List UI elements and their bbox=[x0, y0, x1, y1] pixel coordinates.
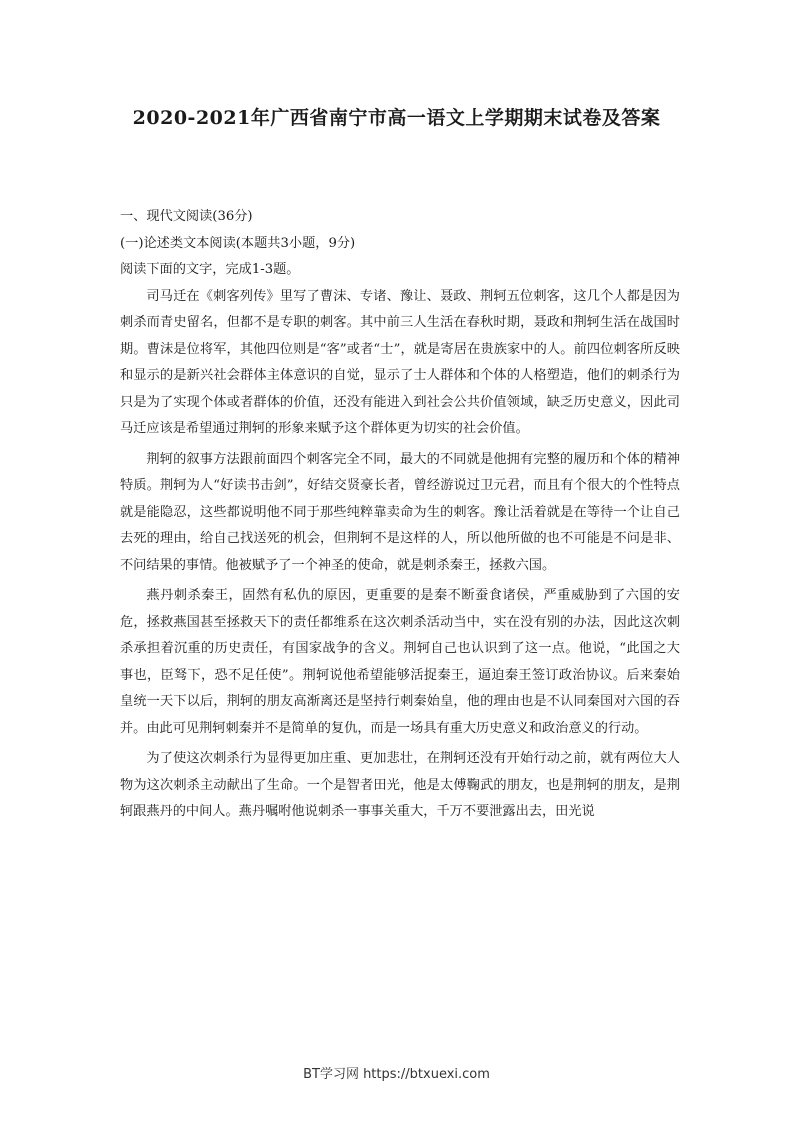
subsection-heading: (一)论述类文本阅读(本题共3小题，9分) bbox=[120, 235, 356, 251]
page-title: 2020-2021年广西省南宁市高一语文上学期期末试卷及答案 bbox=[132, 107, 661, 129]
paragraph-4: 为了使这次刺杀行为显得更加庄重、更加悲壮，在荆轲还没有开始行动之前，就有两位大人物为这次刺杀主动献出了生命。一个是智者田光，他是太傅鞠武的朋友，也是荆轲的朋友，是荆轲跟燕丹的中间人。燕丹嘱咐他说刺杀一事事关重大，千万不要泄露出去，田光说 bbox=[120, 751, 680, 819]
page-footer-watermark: BT学习网 https://btxuexi.com bbox=[303, 1067, 490, 1082]
paragraph-3: 燕丹刺杀秦王，固然有私仇的原因，更重要的是秦不断蚕食诸侯，严重威胁到了六国的安危，拯救燕国甚至拯救天下的责任都维系在这次刺杀活动当中，实在没有别的办法，因此这次刺杀承担着沉重的历史责任，有国家战争的含义。荆轲自己也认识到了这一点。他说，“此国之大事也，臣驽下，恐不足任使”。荆轲说他希望能够活捉秦王，逼迫秦王签订政治协议。后来秦始皇统一天下以后，荆轲的朋友高渐离还是坚持行刺秦始皇，他的理由也是不认同秦国对六国的吞并。由此可见荆轲刺秦并不是简单的复仇，而是一场具有重大历史意义和政治意义的行动。 bbox=[120, 588, 680, 736]
document-body bbox=[120, 204, 680, 826]
section-heading: 一、现代文阅读(36分) bbox=[120, 209, 253, 224]
reading-instruction: 阅读下面的文字，完成1-3题。 bbox=[120, 262, 300, 277]
paragraph-1: 司马迁在《刺客列传》里写了曹沫、专诸、豫让、聂政、荆轲五位刺客，这几个人都是因为刺杀而青史留名，但都不是专职的刺客。其中前三人生活在春秋时期，聂政和荆轲生活在战国时期。曹沫是位将军，其他四位则是“客”或者“士”，就是寄居在贵族家中的人。前四位刺客所反映和显示的是新兴社会群体主体意识的自觉，显示了士人群体和个体的人格塑造，他们的刺杀行为只是为了实现个体或者群体的价值，还没有能进入到社会公共价值领域，缺乏历史意义，因此司马迁应该是希望通过荆轲的形象来赋予这个群体更为切实的社会价值。 bbox=[120, 288, 680, 436]
paragraph-2: 荆轲的叙事方法跟前面四个刺客完全不同，最大的不同就是他拥有完整的履历和个体的精神特质。荆轲为人“好读书击剑”，好结交贤豪长者，曾经游说过卫元君，而且有个很大的个性特点就是能隐忍，这些都说明他不同于那些纯粹靠卖命为生的刺客。豫让活着就是在等待一个让自己去死的理由，给自己找送死的机会，但荆轲不是这样的人，所以他所做的也不可能是不问是非、不问结果的事情。他被赋予了一个神圣的使命，就是刺杀秦王，拯救六国。 bbox=[120, 451, 680, 573]
